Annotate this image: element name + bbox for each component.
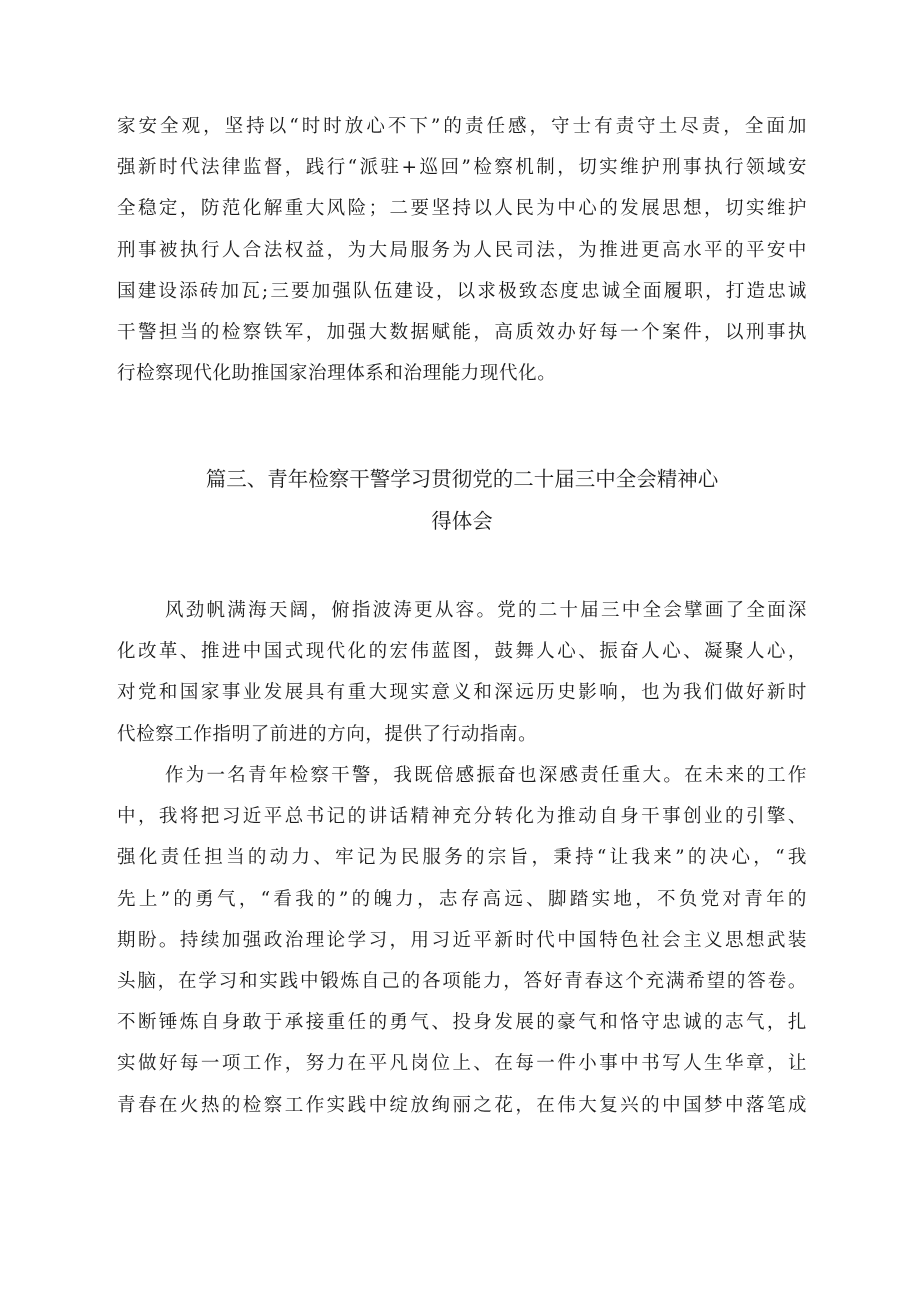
text-line: 代检察工作指明了前进的方向，提供了行动指南。	[117, 723, 538, 745]
text-line: 化改革、推进中国式现代化的宏伟蓝图，鼓舞人心、振奋人心、凝聚人心，	[117, 641, 807, 663]
text-line: 刑事被执行人合法权益，为大局服务为人民司法，为推进更高水平的平安中	[117, 239, 807, 261]
text-line: 先上”的勇气，“看我的”的魄力，志存高远、脚踏实地，不负党对青年的	[117, 888, 807, 910]
text-line: 强化责任担当的动力、牢记为民服务的宗旨，秉持“让我来”的决心，“我	[117, 847, 807, 869]
text-line: 行检察现代化助推国家治理体系和治理能力现代化。	[117, 363, 557, 385]
title-line: 篇三、青年检察干警学习贯彻党的二十届三中全会精神心	[205, 467, 719, 491]
text-line: 风劲帆满海天阔，俯指波涛更从容。党的二十届三中全会擘画了全面深	[165, 600, 807, 621]
text-line: 家安全观，坚持以“时时放心不下”的责任感，守士有责守土尽责，全面加	[117, 116, 807, 137]
text-line: 作为一名青年检察干警，我既倍感振奋也深感责任重大。在未来的工作	[165, 765, 807, 786]
text-line: 国建设添砖加瓦;三要加强队伍建设，以求极致态度忠诚全面履职，打造忠诚	[117, 280, 807, 302]
section-title	[117, 458, 807, 542]
text-line: 中，我将把习近平总书记的讲话精神充分转化为推动自身干事创业的引擎、	[117, 806, 807, 828]
title-line: 得体会	[431, 509, 493, 533]
text-line: 不断锤炼自身敢于承接重任的勇气、投身发展的豪气和恪守忠诚的志气，扎	[117, 1012, 807, 1034]
text-line: 强新时代法律监督，践行“派驻+巡回”检察机制，切实维护刑事执行领域安	[117, 157, 807, 179]
text-line: 对党和国家事业发展具有重大现实意义和深远历史影响，也为我们做好新时	[117, 682, 807, 704]
text-line: 期盼。持续加强政治理论学习，用习近平新时代中国特色社会主义思想武装	[117, 929, 807, 951]
body-paragraph	[117, 755, 807, 1126]
text-line: 全稳定，防范化解重大风险；二要坚持以人民为中心的发展思想，切实维护	[117, 198, 807, 220]
text-line: 干警担当的检察铁军，加强大数据赋能，高质效办好每一个案件，以刑事执	[117, 321, 807, 343]
body-paragraph	[117, 590, 807, 755]
text-line: 头脑，在学习和实践中锻炼自己的各项能力，答好青春这个充满希望的答卷。	[117, 970, 807, 992]
text-line: 实做好每一项工作，努力在平凡岗位上、在每一件小事中书写人生华章，让	[117, 1053, 807, 1075]
text-line: 青春在火热的检察工作实践中绽放绚丽之花，在伟大复兴的中国梦中落笔成	[117, 1094, 807, 1116]
body-paragraph	[117, 106, 807, 394]
